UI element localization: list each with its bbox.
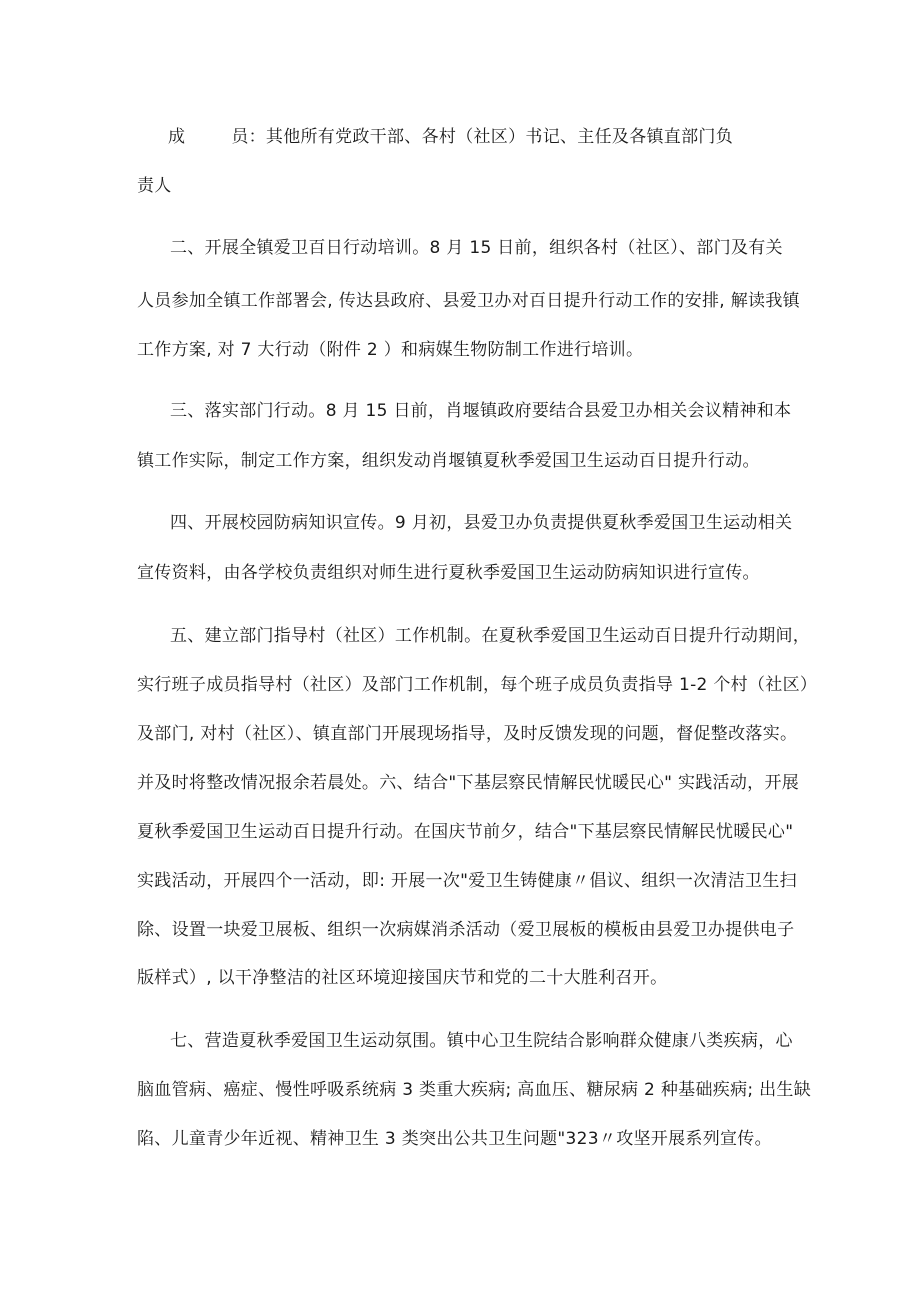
members-line xyxy=(168,125,848,149)
para7-line1: 七、营造夏秋季爱国卫生运动氛围。镇中心卫生院结合影响群众健康八类疾病，心 xyxy=(170,1031,793,1051)
para5-line1: 五、建立部门指导村（社区）工作机制。在夏秋季爱国卫生运动百日提升行动期间， xyxy=(170,626,811,646)
para7-line2: 脑血管病、癌症、慢性呼吸系统病 3 类重大疾病; 高血压、糖尿病 2 种基础疾病; 出生缺 xyxy=(137,1080,812,1100)
para7-line3: 陷、儿童青少年近视、精神卫生 3 类突出公共卫生问题"323〃攻坚开展系列宣传。 xyxy=(137,1129,772,1149)
para5-line5: 夏秋季爱国卫生运动百日提升行动。在国庆节前夕，结合"下基层察民情解民忧暖民心" xyxy=(137,822,794,842)
para3-line2: 镇工作实际，制定工作方案，组织发动肖堰镇夏秋季爱国卫生运动百日提升行动。 xyxy=(137,451,760,471)
para5-line2: 实行班子成员指导村（社区）及部门工作机制，每个班子成员负责指导 1-2 个村（社区） xyxy=(137,675,818,695)
para5-line6: 实践活动，开展四个一活动，即: 开展一次"爱卫生铸健康〃倡议、组织一次清洁卫生扫 xyxy=(137,871,797,891)
para2-line3: 工作方案, 对 7 大行动（附件 2 ）和病媒生物防制工作进行培训。 xyxy=(137,340,644,360)
para5-line8: 版样式）, 以干净整洁的社区环境迎接国庆节和党的二十大胜利召开。 xyxy=(137,968,668,988)
para5-line7: 除、设置一块爱卫展板、组织一次病媒消杀活动（爱卫展板的模板由县爱卫办提供电子 xyxy=(137,920,795,940)
para4-line2: 宣传资料，由各学校负责组织对师生进行夏秋季爱国卫生运动防病知识进行宣传。 xyxy=(137,563,760,583)
members-cont: 责人 xyxy=(137,176,172,196)
para2-line2: 人员参加全镇工作部署会, 传达县政府、县爱卫办对百日提升行动工作的安排, 解读我镇 xyxy=(137,291,800,311)
members-label-b: 员：其他所有党政干部、各村（社区）书记、主任及各镇直部门负 xyxy=(231,127,734,147)
para5-line3: 及部门, 对村（社区）、镇直部门开展现场指导，及时反馈发现的问题，督促整改落实。 xyxy=(137,724,798,744)
para5-line4: 并及时将整改情况报余若晨处。六、结合"下基层察民情解民忧暖民心" 实践活动，开展 xyxy=(137,773,800,793)
para4-line1: 四、开展校园防病知识宣传。9 月初，县爱卫办负责提供夏秋季爱国卫生运动相关 xyxy=(170,513,793,533)
para3-line1: 三、落实部门行动。8 月 15 日前，肖堰镇政府要结合县爱卫办相关会议精神和本 xyxy=(170,401,792,421)
para2-line1: 二、开展全镇爱卫百日行动培训。8 月 15 日前，组织各村（社区）、部门及有关 xyxy=(170,238,783,258)
members-label-a: 成 xyxy=(168,127,186,147)
